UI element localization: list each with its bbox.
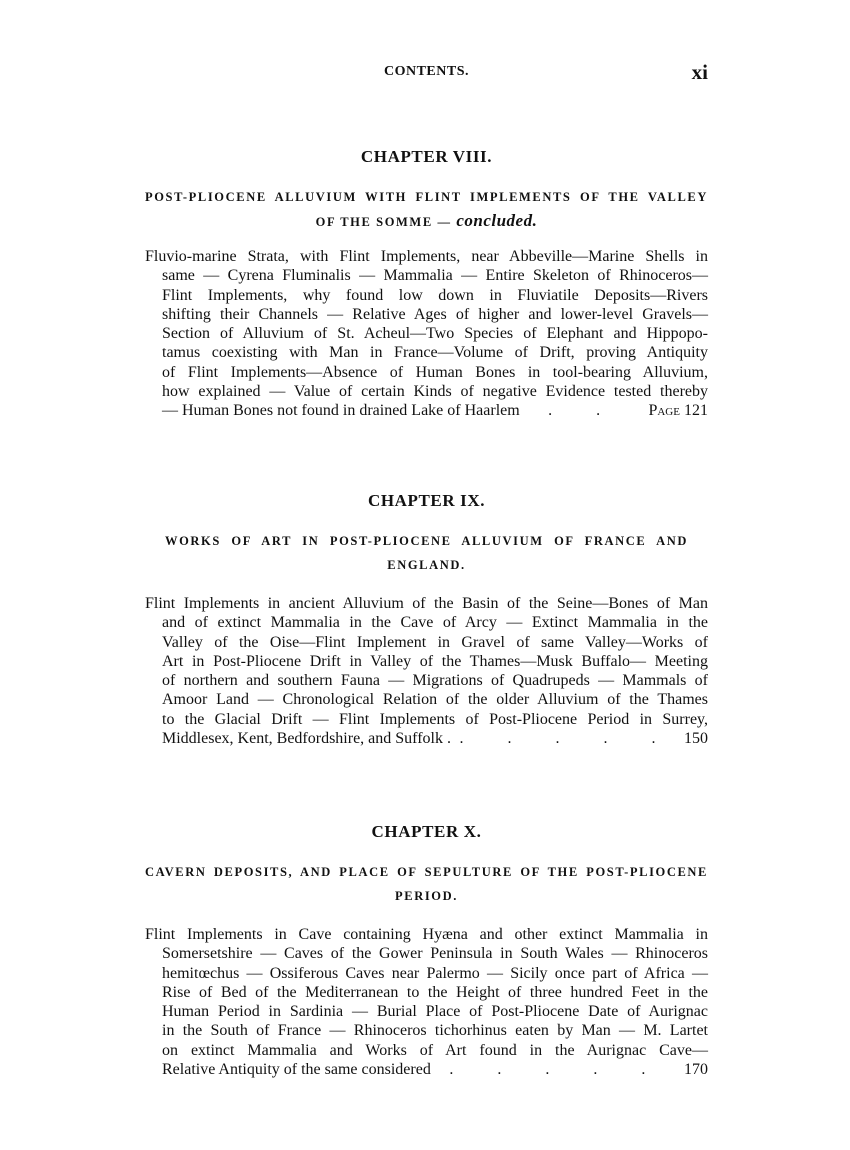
summary-line: Valley of the Oise—Flint Implement in Gravel of same Valley—Works of (162, 633, 708, 651)
chapter-subtitle-line: POST-PLIOCENE ALLUVIUM WITH FLINT IMPLEMENTS OF THE VALLEY (145, 190, 708, 204)
chapter-summary (145, 594, 708, 748)
summary-line: and of extinct Mammalia in the Cave of Arcy — Extinct Mammalia in the (162, 614, 708, 632)
dot-leaders: . . . . . (459, 730, 676, 748)
summary-line: on extinct Mammalia and Works of Art found in the Aurignac Cave— (162, 1041, 708, 1059)
summary-line: Relative Antiquity of the same considered (162, 1061, 431, 1079)
summary-line: of northern and southern Fauna — Migrations of Quadrupeds — Mammals of (162, 672, 708, 690)
chapter-subtitle (145, 185, 708, 234)
chapter-subtitle (145, 529, 708, 577)
chapter-subtitle-line: WORKS OF ART IN POST-PLIOCENE ALLUVIUM OF FRANCE AND (165, 534, 688, 548)
chapter-subtitle-text: OF THE SOMME — (315, 215, 452, 229)
summary-line: hemitœchus — Ossiferous Caves near Palermo — Sicily once part of Africa — (162, 964, 708, 982)
concluded-italic: concluded. (456, 211, 538, 230)
summary-line: of Flint Implements—Absence of Human Bones in tool-bearing Alluvium, (162, 363, 708, 381)
summary-line: Section of Alluvium of St. Acheul—Two Species of Elephant and Hippopo- (162, 325, 708, 343)
dot-leaders: . . (548, 402, 621, 420)
chapter-heading: CHAPTER X. (371, 822, 482, 841)
chapter-subtitle (145, 860, 708, 908)
summary-line: Flint Implements in ancient Alluvium of the Basin of the Seine—Bones of Man (145, 595, 708, 612)
summary-line: Fluvio-marine Strata, with Flint Implements, near Abbeville—Marine Shells in (145, 248, 708, 265)
summary-line: Art in Post-Pliocene Drift in Valley of the Thames—Musk Buffalo— Meeting (162, 652, 708, 670)
chapter-summary (145, 247, 708, 421)
summary-line: how explained — Value of certain Kinds of negative Evidence tested thereby (162, 383, 708, 401)
summary-last-line (145, 1060, 708, 1079)
chapter-subtitle-line: CAVERN DEPOSITS, AND PLACE OF SEPULTURE OF THE POST-PLIOCENE (145, 865, 708, 879)
summary-line: — Human Bones not found in drained Lake of Haarlem (162, 402, 520, 420)
page-ref-text: Page 121 (648, 402, 708, 420)
chapter-x (145, 822, 708, 1079)
summary-last-line (145, 401, 708, 420)
dot-leaders: . . . . . (449, 1061, 666, 1079)
chapter-heading: CHAPTER VIII. (360, 147, 493, 166)
chapter-viii (145, 147, 708, 421)
summary-last-line (145, 729, 708, 748)
running-head-title: CONTENTS. (383, 64, 470, 79)
page-reference (648, 401, 708, 420)
chapter-subtitle-line: PERIOD. (395, 889, 458, 903)
page-reference: 170 (683, 1061, 708, 1079)
summary-line: Somersetshire — Caves of the Gower Peninsula in South Wales — Rhinoceros (162, 945, 708, 963)
chapter-heading: CHAPTER IX. (367, 491, 486, 510)
summary-line: to the Glacial Drift — Flint Implements of Post-Pliocene Period in Surrey, (162, 710, 708, 728)
chapter-summary (145, 925, 708, 1079)
page-number: xi (691, 60, 708, 84)
summary-line: Middlesex, Kent, Bedfordshire, and Suffolk . (162, 730, 451, 748)
summary-line: Human Period in Sardinia — Burial Place of Post-Pliocene Date of Aurignac (162, 1003, 708, 1021)
summary-line: tamus coexisting with Man in France—Volume of Drift, proving Antiquity (162, 344, 708, 362)
summary-line: in the South of France — Rhinoceros tichorhinus eaten by Man — M. Lartet (162, 1022, 708, 1040)
summary-line: shifting their Channels — Relative Ages of higher and lower-level Gravels— (162, 305, 708, 323)
summary-line: Amoor Land — Chronological Relation of the older Alluvium of the Thames (162, 691, 708, 709)
summary-line: Flint Implements in Cave containing Hyæna and other extinct Mammalia in (145, 926, 708, 943)
chapter-subtitle-line: ENGLAND. (387, 558, 466, 572)
chapter-subtitle-line (145, 209, 708, 234)
running-head (145, 60, 708, 84)
summary-line: same — Cyrena Fluminalis — Mammalia — Entire Skeleton of Rhinoceros— (162, 267, 708, 285)
chapter-ix (145, 491, 708, 748)
page-reference: 150 (684, 730, 708, 748)
summary-line: Rise of Bed of the Mediterranean to the Height of three hundred Feet in the (162, 983, 708, 1001)
summary-line: Flint Implements, why found low down in Fluviatile Deposits—Rivers (162, 286, 708, 304)
